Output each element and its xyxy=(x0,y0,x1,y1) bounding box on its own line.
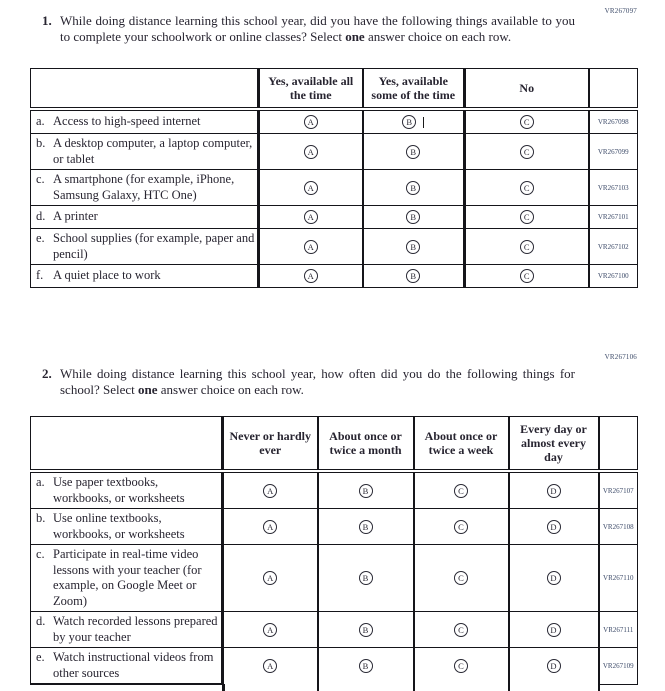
option-a-radio[interactable]: A xyxy=(263,571,277,585)
option-d-radio[interactable]: D xyxy=(547,659,561,673)
answer-cell xyxy=(223,545,318,612)
answer-cell xyxy=(363,134,465,170)
row-label xyxy=(31,109,259,134)
option-a-radio[interactable]: A xyxy=(263,659,277,673)
row-label xyxy=(31,134,259,170)
row-letter: b. xyxy=(36,136,46,150)
question-number: 1. xyxy=(42,13,52,28)
row-label-text: Watch recorded lessons prepared by your teacher xyxy=(53,614,218,644)
answer-cell xyxy=(318,545,414,612)
table-row xyxy=(31,509,638,545)
answer-cell xyxy=(223,612,318,648)
answer-cell xyxy=(363,206,465,229)
question-text xyxy=(42,13,575,45)
answer-cell xyxy=(318,509,414,545)
option-b-radio[interactable]: B xyxy=(406,181,420,195)
border-stub xyxy=(508,684,510,691)
answer-cell xyxy=(363,265,465,288)
column-header: Every day or almost every day xyxy=(509,417,599,472)
answer-cell xyxy=(223,471,318,509)
option-c-radio[interactable]: C xyxy=(454,484,468,498)
option-b-radio[interactable]: B xyxy=(406,269,420,283)
answer-cell xyxy=(318,612,414,648)
answer-cell xyxy=(465,109,589,134)
option-a-radio[interactable]: A xyxy=(263,623,277,637)
row-label xyxy=(31,265,259,288)
option-b-radio[interactable]: B xyxy=(359,484,373,498)
table-row xyxy=(31,229,638,265)
row-label-text: Watch instructional videos from other sources xyxy=(53,650,214,680)
answer-cell xyxy=(465,170,589,206)
option-b-radio[interactable]: B xyxy=(406,210,420,224)
row-letter: e. xyxy=(36,650,45,664)
option-b-radio[interactable]: B xyxy=(406,145,420,159)
table-row xyxy=(31,206,638,229)
row-label xyxy=(31,170,259,206)
answer-cell xyxy=(414,612,509,648)
answer-cell xyxy=(414,545,509,612)
row-label xyxy=(31,471,223,509)
column-header: About once or twice a month xyxy=(318,417,414,472)
option-a-radio[interactable]: A xyxy=(304,145,318,159)
variable-code: VR267098 xyxy=(589,109,638,134)
table-row xyxy=(31,612,638,648)
answer-cell xyxy=(465,206,589,229)
row-letter: b. xyxy=(36,511,46,525)
response-table-2 xyxy=(30,416,637,685)
column-header: Yes, available all the time xyxy=(259,69,363,110)
table-row xyxy=(31,134,638,170)
row-letter: a. xyxy=(36,114,45,129)
header-corner-cell xyxy=(31,417,223,472)
option-c-radio[interactable]: C xyxy=(520,210,534,224)
answer-cell xyxy=(259,134,363,170)
option-c-radio[interactable]: C xyxy=(454,623,468,637)
row-label xyxy=(31,612,223,648)
row-label-text: A quiet place to work xyxy=(53,268,161,283)
variable-code: VR267107 xyxy=(599,471,638,509)
table-row xyxy=(31,545,638,612)
answer-cell xyxy=(509,545,599,612)
table-row xyxy=(31,265,638,288)
answer-cell xyxy=(318,471,414,509)
header-corner-cell xyxy=(31,69,259,110)
column-header: No xyxy=(465,69,589,110)
row-label-text: A printer xyxy=(53,209,98,224)
option-c-radio[interactable]: C xyxy=(454,571,468,585)
row-letter: d. xyxy=(36,614,46,628)
variable-code: VR267100 xyxy=(589,265,638,288)
option-c-radio[interactable]: C xyxy=(520,269,534,283)
question-text-after: answer choice on each row. xyxy=(157,382,304,397)
question-text-after: answer choice on each row. xyxy=(364,29,512,44)
answer-cell xyxy=(414,471,509,509)
border-stub xyxy=(222,684,225,691)
option-b-radio[interactable]: B xyxy=(359,659,373,673)
answer-cell xyxy=(223,648,318,685)
option-c-radio[interactable]: C xyxy=(520,240,534,254)
row-label xyxy=(31,206,259,229)
row-label-text: Use paper textbooks, workbooks, or worksheets xyxy=(53,475,185,505)
option-c-radio[interactable]: C xyxy=(454,659,468,673)
question-text xyxy=(42,366,575,398)
answer-cell xyxy=(223,509,318,545)
table-row xyxy=(31,170,638,206)
answer-cell xyxy=(259,229,363,265)
row-label-text: School supplies (for example, paper and pencil) xyxy=(53,231,255,261)
row-letter: d. xyxy=(36,209,46,224)
answer-cell xyxy=(259,206,363,229)
option-c-radio[interactable]: C xyxy=(520,181,534,195)
row-label-text: A smartphone (for example, iPhone, Samsung Galaxy, HTC One) xyxy=(53,172,235,202)
option-a-radio[interactable]: A xyxy=(263,484,277,498)
option-c-radio[interactable]: C xyxy=(454,520,468,534)
option-a-radio[interactable]: A xyxy=(304,181,318,195)
answer-cell xyxy=(363,229,465,265)
header-code-cell xyxy=(589,69,638,110)
answer-cell xyxy=(465,134,589,170)
text-caret xyxy=(423,117,424,128)
row-label-text: Participate in real-time video lessons with your teacher (for example, on Google Meet or Zoom) xyxy=(53,547,202,608)
row-label xyxy=(31,545,223,612)
answer-cell xyxy=(259,109,363,134)
option-c-radio[interactable]: C xyxy=(520,145,534,159)
border-stub xyxy=(598,684,600,691)
option-a-radio[interactable]: A xyxy=(304,210,318,224)
option-a-radio[interactable]: A xyxy=(263,520,277,534)
question-code: VR267106 xyxy=(604,353,637,361)
table-row xyxy=(31,109,638,134)
table-row xyxy=(31,471,638,509)
variable-code: VR267099 xyxy=(589,134,638,170)
row-label-text: Use online textbooks, workbooks, or worksheets xyxy=(53,511,185,541)
question-text-bold: one xyxy=(137,382,158,397)
variable-code: VR267110 xyxy=(599,545,638,612)
option-c-radio[interactable]: C xyxy=(520,115,534,129)
row-letter: c. xyxy=(36,547,45,561)
answer-cell xyxy=(509,648,599,685)
variable-code: VR267102 xyxy=(589,229,638,265)
row-label xyxy=(31,509,223,545)
answer-cell xyxy=(414,509,509,545)
question-text-before: While doing distance learning this school year, how often did you do the following things for school? Select xyxy=(60,366,575,397)
answer-cell xyxy=(465,265,589,288)
row-label-text: A desktop computer, a laptop computer, or tablet xyxy=(53,136,253,166)
row-letter: e. xyxy=(36,231,45,245)
row-letter: c. xyxy=(36,172,45,186)
option-d-radio[interactable]: D xyxy=(547,623,561,637)
variable-code: VR267109 xyxy=(599,648,638,685)
question-text-before: While doing distance learning this school year, did you have the following things available to you to complete your schoolwork or online classes? Select xyxy=(60,13,575,44)
variable-code: VR267101 xyxy=(589,206,638,229)
answer-cell xyxy=(465,229,589,265)
header-code-cell xyxy=(599,417,638,472)
question-body xyxy=(60,366,575,398)
column-header: Yes, available some of the time xyxy=(363,69,465,110)
column-header: About once or twice a week xyxy=(414,417,509,472)
answer-cell xyxy=(509,471,599,509)
answer-cell xyxy=(363,109,465,134)
row-letter: f. xyxy=(36,268,44,283)
option-b-radio[interactable]: B xyxy=(359,571,373,585)
option-d-radio[interactable]: D xyxy=(547,571,561,585)
option-a-radio[interactable]: A xyxy=(304,269,318,283)
row-letter: a. xyxy=(36,475,45,489)
variable-code: VR267111 xyxy=(599,612,638,648)
column-header: Never or hardly ever xyxy=(223,417,318,472)
option-a-radio[interactable]: A xyxy=(304,240,318,254)
response-table-1 xyxy=(30,68,637,288)
variable-code: VR267103 xyxy=(589,170,638,206)
answer-cell xyxy=(414,648,509,685)
question-number: 2. xyxy=(42,366,52,381)
answer-cell xyxy=(509,509,599,545)
question-code: VR267097 xyxy=(604,7,637,15)
table-row xyxy=(31,648,638,685)
answer-cell xyxy=(259,265,363,288)
option-d-radio[interactable]: D xyxy=(547,520,561,534)
row-label-text: Access to high-speed internet xyxy=(53,114,201,129)
answer-cell xyxy=(363,170,465,206)
answer-cell xyxy=(318,648,414,685)
question-text-bold: one xyxy=(345,29,365,44)
row-label xyxy=(31,648,223,685)
option-a-radio[interactable]: A xyxy=(304,115,318,129)
option-b-radio[interactable]: B xyxy=(359,623,373,637)
question-body xyxy=(60,13,575,45)
answer-cell xyxy=(509,612,599,648)
option-d-radio[interactable]: D xyxy=(547,484,561,498)
option-b-radio[interactable]: B xyxy=(359,520,373,534)
row-label xyxy=(31,229,259,265)
answer-cell xyxy=(259,170,363,206)
border-stub xyxy=(413,684,415,691)
option-b-radio[interactable]: B xyxy=(402,115,416,129)
border-stub xyxy=(317,684,319,691)
option-b-radio[interactable]: B xyxy=(406,240,420,254)
variable-code: VR267108 xyxy=(599,509,638,545)
